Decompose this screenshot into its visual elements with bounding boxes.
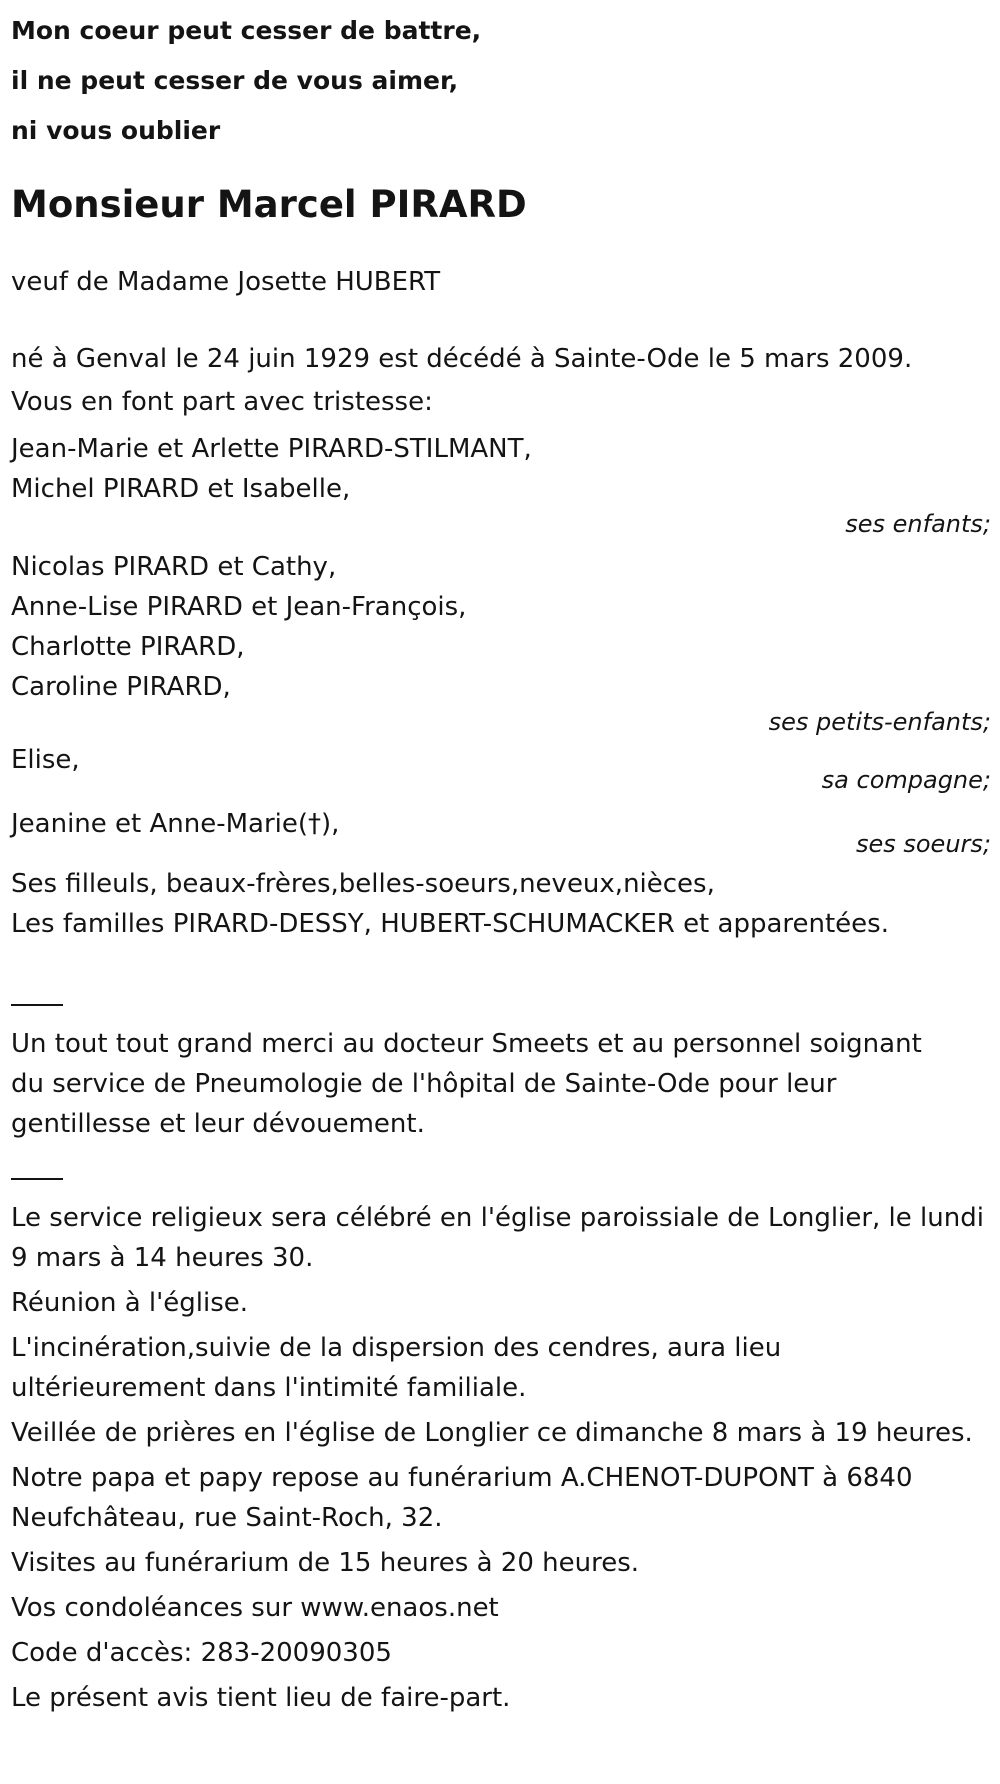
poem-line: Mon coeur peut cesser de battre, — [11, 16, 482, 45]
visits-line: Visites au funérarium de 15 heures à 20 heures. — [11, 1548, 640, 1578]
poem — [11, 0, 991, 156]
list-item: Jean-Marie et Arlette PIRARD-STILMANT, — [11, 434, 532, 464]
birth-death-line: né à Genval le 24 juin 1929 est décédé à Sainte-Ode le 5 mars 2009. — [11, 344, 913, 374]
service-block — [11, 1198, 991, 1278]
companion-block — [11, 740, 991, 795]
divider — [11, 1178, 63, 1180]
relation-label: ses enfants; — [845, 510, 991, 538]
list-item: Michel PIRARD et Isabelle, — [11, 474, 351, 504]
list-item: Elise, — [11, 745, 80, 775]
separator — [11, 1004, 991, 1024]
meeting-line: Réunion à l'église. — [11, 1288, 249, 1318]
text-line: Notre papa et papy repose au funérarium A.CHENOT-DUPONT à 6840 — [11, 1463, 913, 1493]
list-item: Nicolas PIRARD et Cathy, — [11, 552, 337, 582]
relation-label: ses soeurs; — [855, 830, 991, 858]
notice-line: Le présent avis tient lieu de faire-part. — [11, 1683, 511, 1713]
obituary-notice — [11, 0, 991, 1718]
list-item: Les familles PIRARD-DESSY, HUBERT-SCHUMACKER et apparentées. — [11, 909, 889, 939]
cremation-block — [11, 1328, 991, 1408]
text-line: Un tout tout grand merci au docteur Smeets et au personnel soignant — [11, 1029, 922, 1059]
condolences-line: Vos condoléances sur www.enaos.net — [11, 1593, 499, 1623]
text-line: Neufchâteau, rue Saint-Roch, 32. — [11, 1503, 443, 1533]
widower-line: veuf de Madame Josette HUBERT — [11, 267, 441, 297]
list-item: Jeanine et Anne-Marie(†), — [11, 809, 340, 839]
deceased-name: Monsieur Marcel PIRARD — [11, 183, 527, 226]
vigil-line: Veillée de prières en l'église de Longlier ce dimanche 8 mars à 19 heures. — [11, 1418, 973, 1448]
rest-block — [11, 1458, 991, 1538]
access-code-line: Code d'accès: 283-20090305 — [11, 1638, 392, 1668]
list-item: Caroline PIRARD, — [11, 672, 231, 702]
list-item: Anne-Lise PIRARD et Jean-François, — [11, 592, 467, 622]
poem-line: il ne peut cesser de vous aimer, — [11, 66, 459, 95]
announcement-line: Vous en font part avec tristesse: — [11, 387, 433, 417]
poem-line: ni vous oublier — [11, 116, 221, 145]
separator — [11, 1178, 991, 1198]
others-block — [11, 864, 991, 944]
text-line: L'incinération,suivie de la dispersion des cendres, aura lieu — [11, 1333, 782, 1363]
sisters-block — [11, 804, 991, 859]
list-item: Ses filleuls, beaux-frères,belles-soeurs,neveux,nièces, — [11, 869, 715, 899]
text-line: Le service religieux sera célébré en l'église paroissiale de Longlier, le lundi — [11, 1203, 984, 1233]
relation-label: ses petits-enfants; — [768, 708, 991, 736]
grandchildren-block — [11, 547, 991, 737]
children-block — [11, 429, 991, 539]
list-item: Charlotte PIRARD, — [11, 632, 245, 662]
relation-label: sa compagne; — [821, 766, 991, 794]
thanks-block — [11, 1024, 991, 1144]
text-line: gentillesse et leur dévouement. — [11, 1109, 425, 1139]
text-line: du service de Pneumologie de l'hôpital de Sainte-Ode pour leur — [11, 1069, 837, 1099]
divider — [11, 1004, 63, 1006]
text-line: 9 mars à 14 heures 30. — [11, 1243, 314, 1273]
text-line: ultérieurement dans l'intimité familiale. — [11, 1373, 527, 1403]
